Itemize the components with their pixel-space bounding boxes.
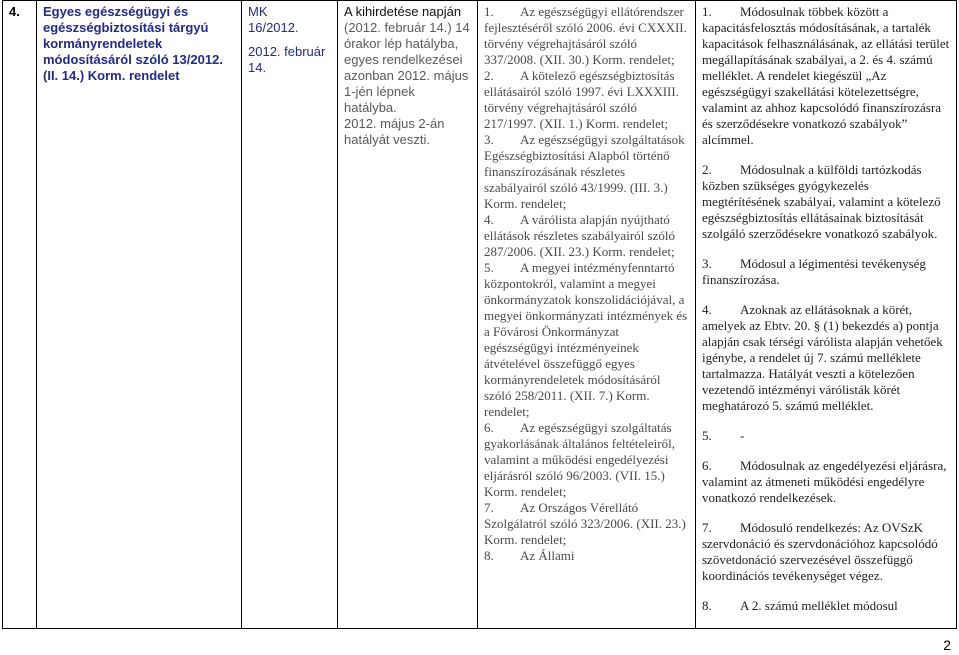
change-paragraph: 5. - <box>702 428 745 443</box>
issuer-cell <box>242 1 338 629</box>
effective-line: (2012. február 14.) 14 <box>344 20 470 35</box>
effective-line: 2012. május 2-án <box>344 116 445 131</box>
amended-regulation-item: 8. Az Állami <box>484 548 575 563</box>
regulation-title: Egyes egészségügyi és egészségbiztosítási tárgyú kormányrendeletek módosításáról szóló 13/2012. (II. 14.) Korm. rendelet <box>43 4 223 83</box>
effective-line: azonban 2012. május <box>344 68 469 83</box>
change-paragraph: 4. Azoknak az ellátásoknak a körét, amelyek az Ebtv. 20. § (1) bekezdés a) pontja alapján csak térségi várólista alapján vehetőek igénybe, a rendelet új 7. számú melléklete tartalmazza. Hatályát veszti a kötelezően vezetendő intézményi várólisták körét meghatározó 5. számú melléklet. <box>702 302 943 413</box>
document-table <box>2 0 957 629</box>
issuer-line: 16/2012. <box>248 20 299 35</box>
publication-line: 14. <box>248 60 267 75</box>
change-paragraph: 2. Módosulnak a külföldi tartózkodás közben szükséges gyógykezelés megtérítésének szabályai, valamint a kötelező egészségbiztosítás ellátásainak biztosítását szolgáló szerződésekre vonatkozó szabályok. <box>702 162 941 241</box>
amended-regulation-item: 4. A várólista alapján nyújtható ellátások részletes szabályairól szóló 287/2006. (XII. 23.) Korm. rendelet; <box>484 212 675 259</box>
issuer-line: MK <box>248 4 268 19</box>
change-paragraph: 6. Módosulnak az engedélyezési eljárásra, valamint az átmeneti működési engedélyre vonatkozó rendelkezések. <box>702 458 947 505</box>
amended-regulation-item: 5. A megyei intézményfenntartó központokról, valamint a megyei önkormányzatok konszolidációjával, a megyei önkormányzati intézmények és a Fővárosi Önkormányzat egészségügyi intézményeinek átvételével összefüggő egyes kormányrendeletek módosításáról szóló 258/2011. (XII. 7.) Korm. rendelet; <box>484 260 688 419</box>
change-paragraph: 1. Módosulnak többek között a kapacitásfelosztás módosításának, a tartalék kapacitások felhasználásának, az ellátási terület megállapításának szabályai, a 2. és 4. számú melléklet. A rendelet kiegészül „Az egészségügyi szakellátási kötelezettségre, valamint az ahhoz kapcsolódó finanszírozásra és szerződésekre vonatkozó szabályok” alcímmel. <box>702 4 950 147</box>
change-paragraph: 7. Módosuló rendelkezés: Az OVSzK szervdonáció és szervdonációhoz kapcsolódó szövetdonáció szervezésével összefüggő koordinációs tevékenységet végez. <box>702 520 938 583</box>
amended-regulation-item: 2. A kötelező egészségbiztosítás ellátásairól szóló 1997. évi LXXXIII. törvény végrehajtásáról szóló 217/1997. (XII. 1.) Korm. rendelet; <box>484 68 679 131</box>
row-number-cell <box>3 1 37 629</box>
effective-line: 1-jén lépnek hatályba. <box>344 84 415 115</box>
amended-regulation-item: 6. Az egészségügyi szolgáltatás gyakorlásának általános feltételeiről, valamint a működési engedélyezési eljárásról szóló 96/2003. (VII. 15.) Korm. rendelet; <box>484 420 675 499</box>
effective-line: órakor lép hatályba, <box>344 36 459 51</box>
spacer <box>248 36 331 44</box>
publication-line: 2012. február <box>248 44 326 59</box>
change-paragraph: 3. Módosul a légimentési tevékenység finanszírozása. <box>702 256 926 287</box>
effective-date-cell <box>338 1 478 629</box>
amended-regulations-cell <box>478 1 696 629</box>
effective-line: A kihirdetése napján <box>344 4 462 19</box>
table-row <box>3 1 957 629</box>
effective-line: egyes rendelkezései <box>344 52 463 67</box>
amended-regulation-item: 7. Az Országos Vérellátó Szolgálatról szóló 323/2006. (XII. 23.) Korm. rendelet; <box>484 500 686 547</box>
regulation-title-cell <box>37 1 242 629</box>
effective-line: hatályát veszti. <box>344 132 430 147</box>
amended-regulation-item: 1. Az egészségügyi ellátórendszer fejlesztéséről szóló 2006. évi CXXXII. törvény végrehajtásáról szóló 337/2008. (XII. 30.) Korm. rendelet; <box>484 4 687 67</box>
amended-regulation-item: 3. Az egészségügyi szolgáltatások Egészségbiztosítási Alapból történő finanszírozásának részletes szabályairól szóló 43/1999. (III. 3.) Korm. rendelet; <box>484 132 685 211</box>
page-number: 2 <box>943 637 951 653</box>
changes-cell <box>696 1 957 629</box>
row-number: 4. <box>9 4 20 19</box>
change-paragraph: 8. A 2. számú melléklet módosul <box>702 598 898 613</box>
